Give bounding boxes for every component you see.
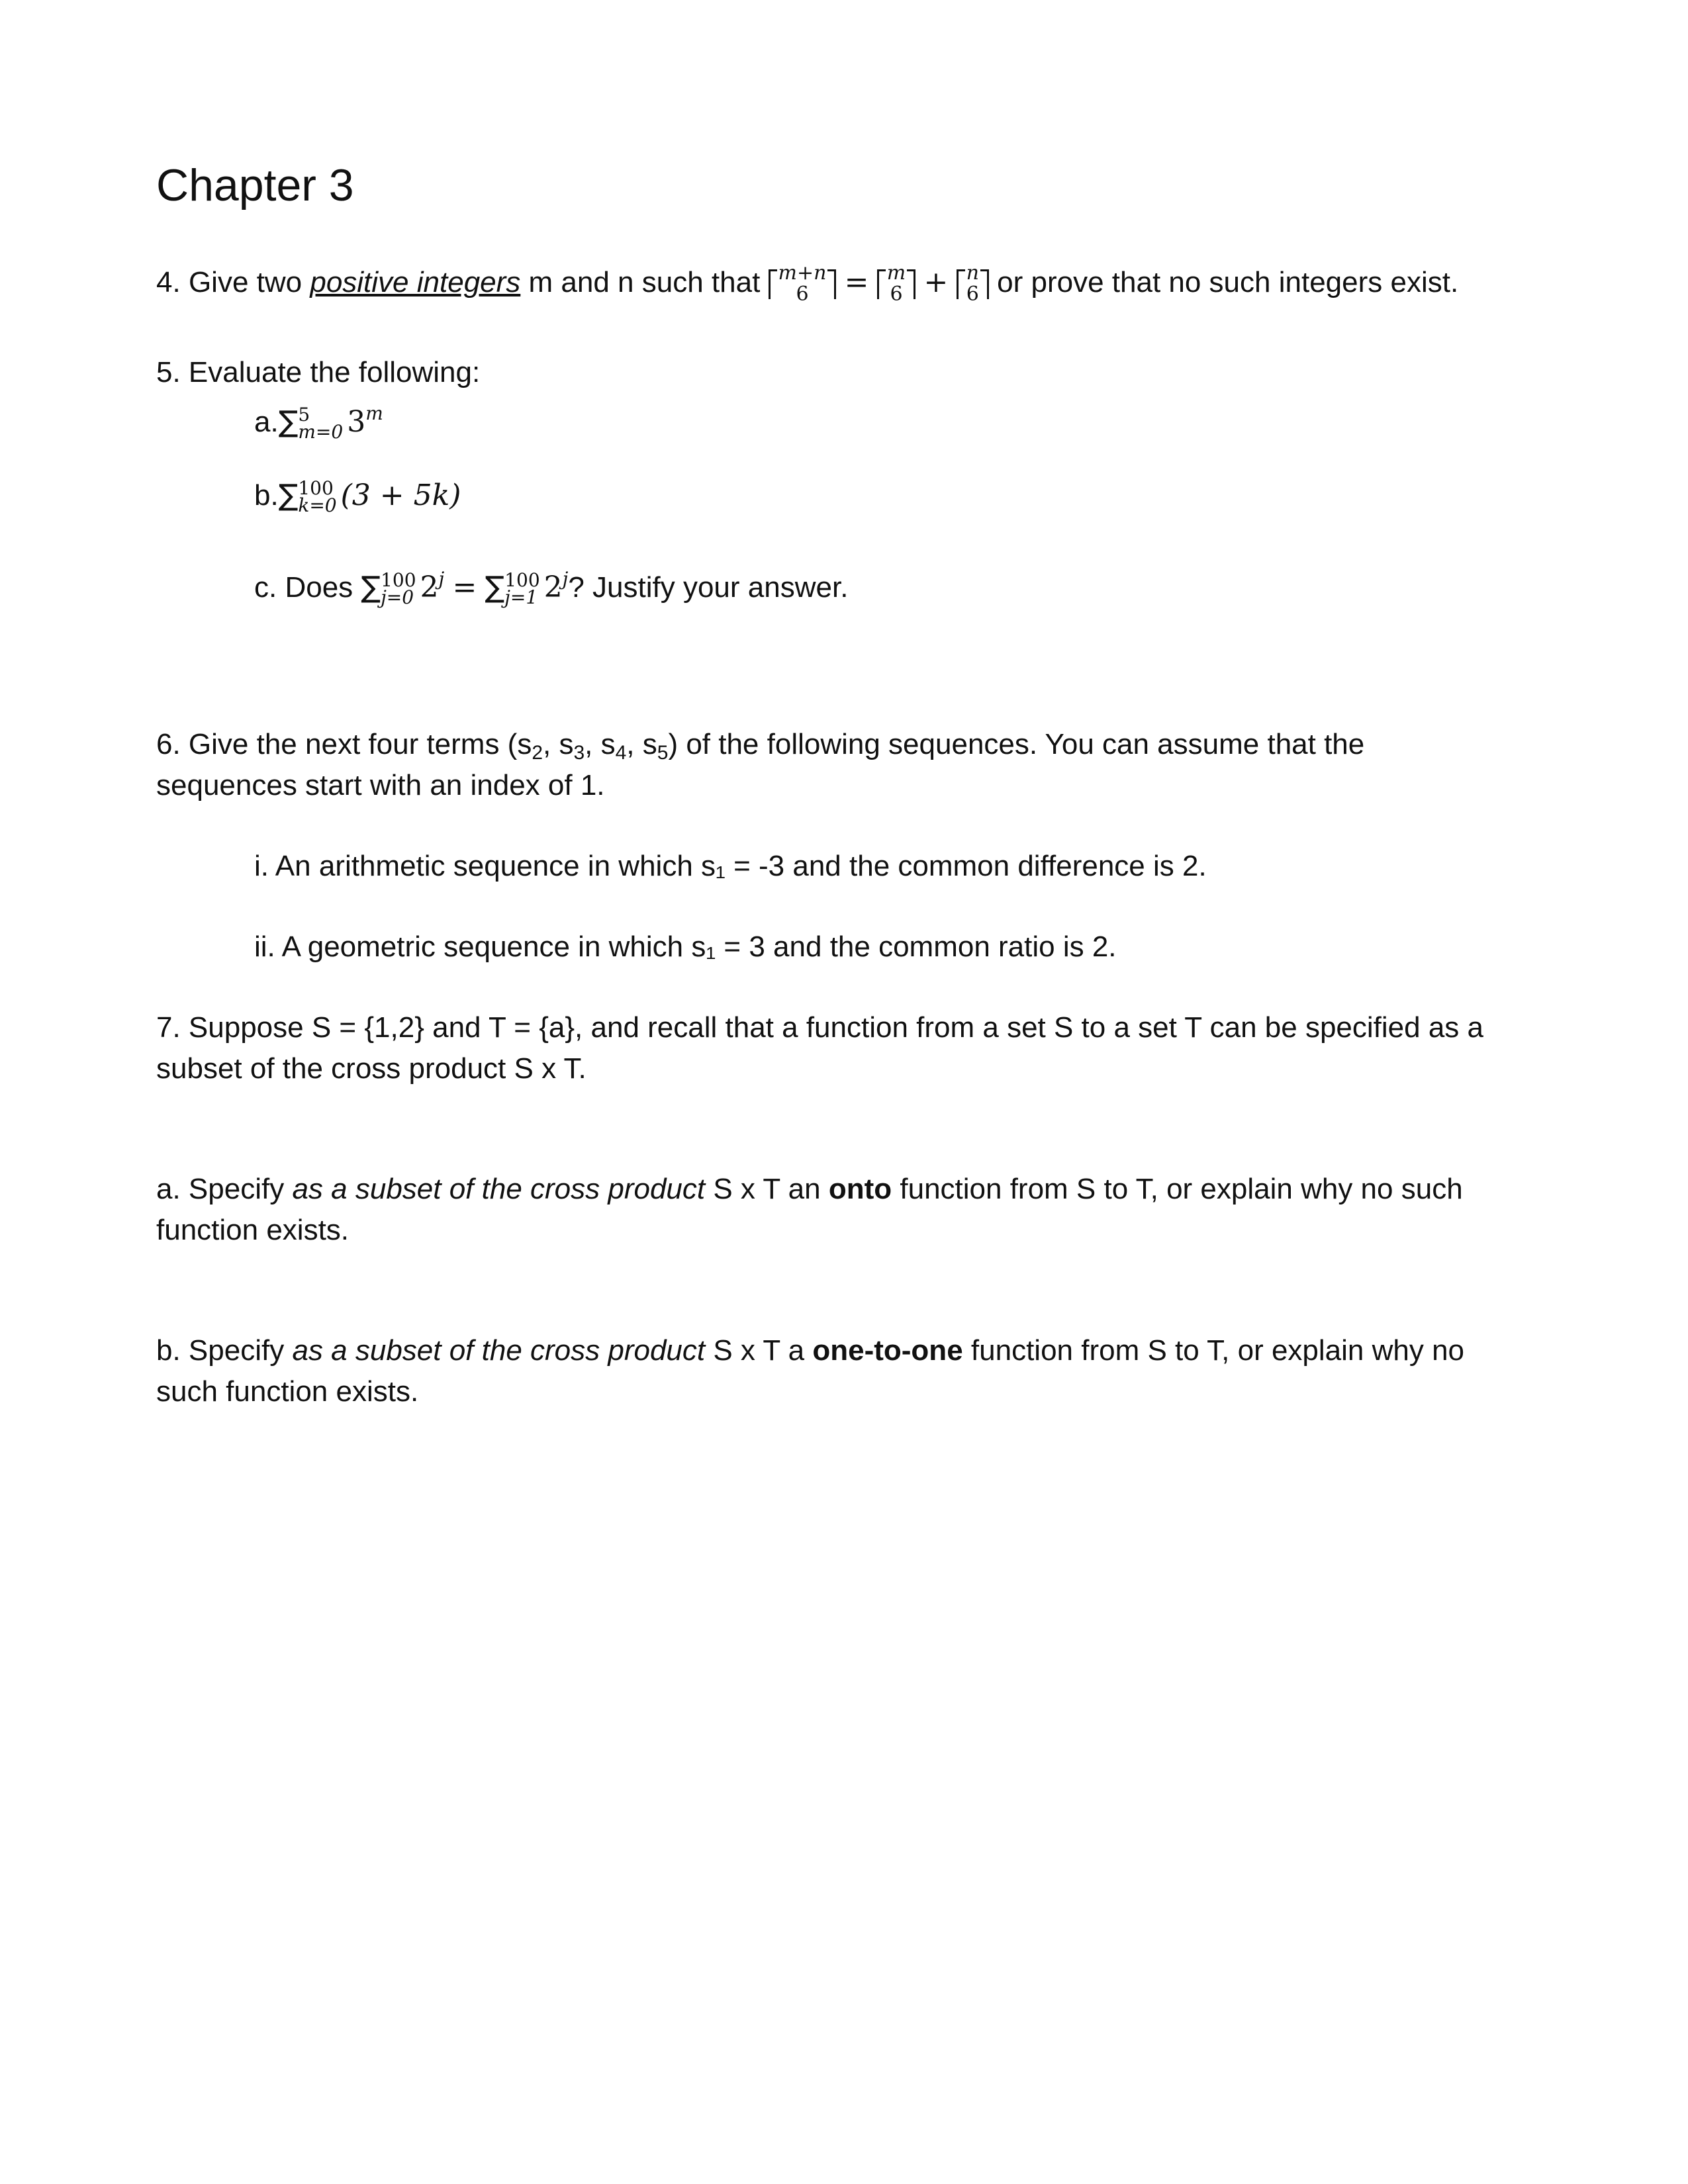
q5c-exponent-right: j xyxy=(562,568,569,590)
question-7-line2: subset of the cross product S x T. xyxy=(156,1052,586,1085)
ceil-close xyxy=(980,269,989,299)
question-5-title: 5. Evaluate the following: xyxy=(156,356,481,388)
q7b-italic: as a subset of the cross product xyxy=(292,1334,706,1367)
equals-sign: = xyxy=(452,570,477,604)
q4-lead: Give two xyxy=(188,266,303,298)
q5b-label: b. xyxy=(254,479,279,512)
q7a-mid: S x T an xyxy=(713,1173,821,1205)
q4-tail: or prove that no such integers exist. xyxy=(997,266,1459,298)
question-7-line1: 7. Suppose S = {1,2} and T = {a}, and recall that a function from a set S to a set T can be specified as a xyxy=(156,1011,1483,1044)
sum-limits: 100 j=0 xyxy=(381,569,416,609)
q6-text-mid: ) of the following sequences. You can assume that the xyxy=(668,728,1365,760)
q7-part-b-line1 xyxy=(156,1330,1464,1371)
plus-sign: + xyxy=(923,265,949,299)
equals-sign: = xyxy=(844,265,869,299)
sigma-symbol: ∑ xyxy=(278,405,299,439)
fraction-m-plus-n-over-6: m+n 6 xyxy=(778,261,827,306)
q5-part-c xyxy=(254,559,848,608)
q5c-tail: ? Justify your answer. xyxy=(568,571,849,604)
q6-text-before: 6. Give the next four terms (s xyxy=(156,728,532,760)
q5c-base-left: 2 xyxy=(420,570,439,604)
chapter-heading: Chapter 3 xyxy=(156,160,354,210)
q7-part-a-line2: function exists. xyxy=(156,1214,350,1246)
ceil-open xyxy=(877,269,886,299)
q7b-pre: b. Specify xyxy=(156,1334,285,1367)
ceil-close xyxy=(907,269,915,299)
q7a-bold: onto xyxy=(828,1173,892,1205)
q4-number: 4. xyxy=(156,266,181,298)
q7-part-b-line2: such function exists. xyxy=(156,1375,419,1408)
q5b-expression: (3 + 5k) xyxy=(340,478,461,512)
q5c-base-right: 2 xyxy=(543,570,563,604)
q7b-mid: S x T a xyxy=(713,1334,805,1367)
q5a-exponent: m xyxy=(365,402,383,424)
q5a-label: a. xyxy=(254,406,279,438)
q5a-base: 3 xyxy=(347,405,366,439)
question-4 xyxy=(156,262,1458,305)
ceil-open xyxy=(957,269,965,299)
q4-mid: m and n such that xyxy=(528,266,761,298)
sum-limits: 5 m=0 xyxy=(298,404,344,443)
sigma-symbol: ∑ xyxy=(485,570,505,604)
q4-emphasis: positive integers xyxy=(310,266,521,298)
q7b-bold: one-to-one xyxy=(812,1334,963,1367)
q5c-label: c. Does xyxy=(254,571,353,604)
q7-part-a-line1 xyxy=(156,1169,1463,1210)
q6-item-i: i. An arithmetic sequence in which s₁ = -3 and the common difference is 2. xyxy=(254,850,1207,882)
sum-limits: 100 k=0 xyxy=(298,477,337,517)
sum-limits: 100 j=1 xyxy=(504,569,540,609)
q5-part-b xyxy=(254,475,461,516)
q7b-post: function from S to T, or explain why no xyxy=(970,1334,1465,1367)
q5c-exponent-left: j xyxy=(438,568,445,590)
ceil-open xyxy=(769,269,777,299)
fraction-n-over-6: n 6 xyxy=(966,261,979,306)
q6-item-ii: ii. A geometric sequence in which s₁ = 3 and the common ratio is 2. xyxy=(254,931,1117,963)
q6-terms: $_2$, $s_3$, $s_4$, $s_5$ xyxy=(532,728,669,764)
question-6-line2: sequences start with an index of 1. xyxy=(156,769,605,801)
sigma-symbol: ∑ xyxy=(278,478,299,512)
ceil-close xyxy=(827,269,836,299)
q5-part-a xyxy=(254,393,383,443)
fraction-m-over-6: m 6 xyxy=(886,261,906,306)
q7a-pre: a. Specify xyxy=(156,1173,285,1205)
q7a-post: function from S to T, or explain why no such xyxy=(900,1173,1463,1205)
sigma-symbol: ∑ xyxy=(361,570,381,604)
q7a-italic: as a subset of the cross product xyxy=(292,1173,706,1205)
